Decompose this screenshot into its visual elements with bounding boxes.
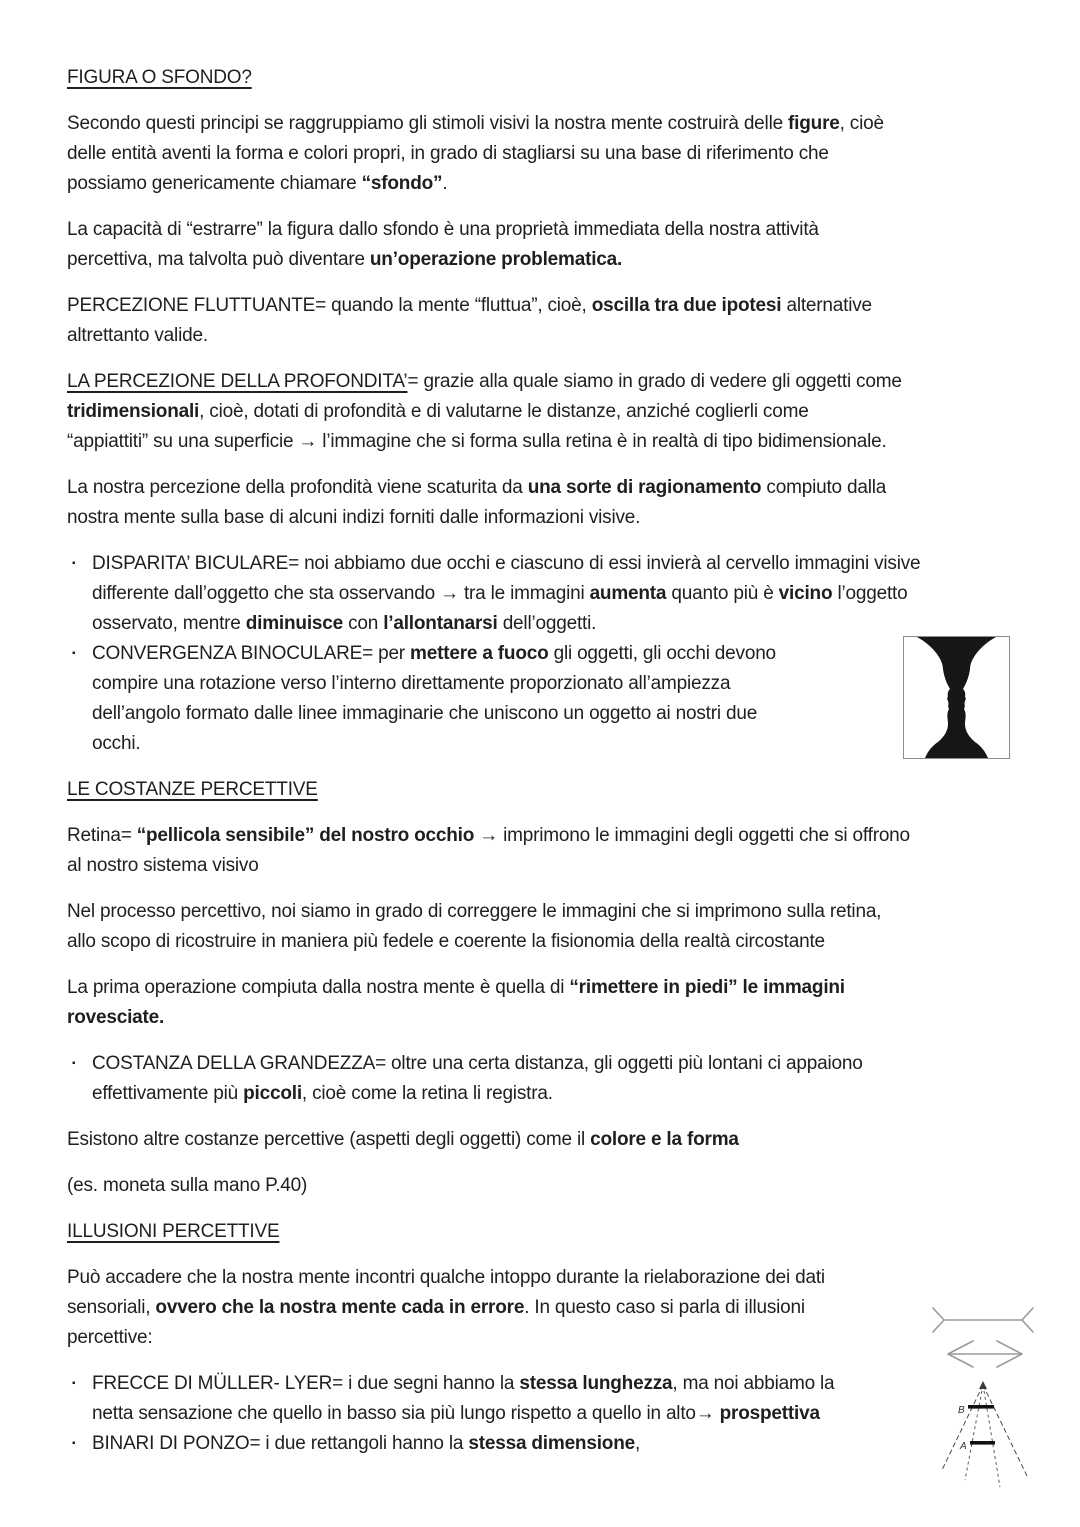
text-line: FIGURA O SFONDO? <box>67 67 252 88</box>
text-line: rovesciate. <box>67 1007 165 1028</box>
paragraph <box>67 109 1027 199</box>
bullet-square-icon: ▪ <box>72 648 76 659</box>
text-line: LA PERCEZIONE DELLA PROFONDITA’= grazie alla quale siamo in grado di vedere gli oggetti come <box>67 371 902 392</box>
text-line: LE COSTANZE PERCETTIVE <box>67 779 318 800</box>
text-line: possiamo genericamente chiamare “sfondo”. <box>67 173 448 194</box>
text-line: effettivamente più piccoli, cioè come la retina li registra. <box>92 1083 553 1104</box>
text-line: occhi. <box>92 733 141 754</box>
paragraph <box>67 473 1027 533</box>
ponzo-tracks-icon <box>935 1376 1035 1502</box>
text-line: Nel processo percettivo, noi siamo in grado di correggere le immagini che si imprimono sulla retina, <box>67 901 882 922</box>
bullet-list <box>67 1049 1027 1109</box>
muller-lyer-arrows-icon <box>928 1303 1040 1371</box>
rubin-vase-figure <box>903 636 1010 759</box>
text-line: percettiva, ma talvolta può diventare un’operazione problematica. <box>67 249 623 270</box>
text-line: ILLUSIONI PERCETTIVE <box>67 1221 280 1242</box>
document-body <box>67 63 1027 1475</box>
text-line: altrettanto valide. <box>67 325 208 346</box>
bullet-item <box>67 549 1027 639</box>
text-line: (es. moneta sulla mano P.40) <box>67 1175 308 1196</box>
text-line: delle entità aventi la forma e colori propri, in grado di stagliarsi su una base di riferimento che <box>67 143 829 164</box>
section-heading <box>67 775 1027 805</box>
text-line: sensoriali, ovvero che la nostra mente cada in errore. In questo caso si parla di illusioni <box>67 1297 805 1318</box>
text-line: compire una rotazione verso l’interno direttamente proporzionato all’ampiezza <box>92 673 731 694</box>
bullet-item <box>67 1369 1027 1429</box>
paragraph <box>67 367 1027 457</box>
text-line: Può accadere che la nostra mente incontri qualche intoppo durante la rielaborazione dei dati <box>67 1267 825 1288</box>
text-line: netta sensazione che quello in basso sia più lungo rispetto a quello in alto→ prospettiva <box>92 1403 820 1424</box>
text-line: La capacità di “estrarre” la figura dallo sfondo è una proprietà immediata della nostra attività <box>67 219 819 240</box>
ponzo-label-a: A <box>960 1441 967 1452</box>
bullet-square-icon: ▪ <box>72 1058 76 1069</box>
section-heading <box>67 63 1027 93</box>
text-line: tridimensionali, cioè, dotati di profondità e di valutarne le distanze, anziché coglierli come <box>67 401 809 422</box>
rubin-vase-icon <box>904 637 1009 758</box>
text-line: “appiattiti” su una superficie → l’immagine che si forma sulla retina è in realtà di tipo bidimensionale. <box>67 431 887 452</box>
text-line: osservato, mentre diminuisce con l’allontanarsi dell’oggetti. <box>92 613 597 634</box>
text-line: FRECCE DI MÜLLER- LYER= i due segni hanno la stessa lunghezza, ma noi abbiamo la <box>92 1373 835 1394</box>
paragraph <box>67 897 1027 957</box>
text-line: nostra mente sulla base di alcuni indizi forniti dalle informazioni visive. <box>67 507 641 528</box>
ponzo-illusion-figure <box>935 1376 1035 1502</box>
text-line: Retina= “pellicola sensibile” del nostro occhio → imprimono le immagini degli oggetti che si offrono <box>67 825 910 846</box>
bullet-item <box>67 1429 1027 1459</box>
text-line: allo scopo di ricostruire in maniera più fedele e coerente la fisionomia della realtà circostante <box>67 931 825 952</box>
paragraph <box>67 291 1027 351</box>
bullet-item <box>67 1049 1027 1109</box>
text-line: differente dall’oggetto che sta osservando → tra le immagini aumenta quanto più è vicino l’oggetto <box>92 583 908 604</box>
bullet-square-icon: ▪ <box>72 1438 76 1449</box>
text-line: DISPARITA’ BICULARE= noi abbiamo due occhi e ciascuno di essi invierà al cervello immagini visive <box>92 553 921 574</box>
paragraph <box>67 215 1027 275</box>
text-line: al nostro sistema visivo <box>67 855 259 876</box>
paragraph <box>67 973 1027 1033</box>
paragraph <box>67 1125 1027 1155</box>
text-line: Esistono altre costanze percettive (aspetti degli oggetti) come il colore e la forma <box>67 1129 739 1150</box>
bullet-square-icon: ▪ <box>72 558 76 569</box>
text-line: percettive: <box>67 1327 153 1348</box>
text-line: Secondo questi principi se raggruppiamo gli stimoli visivi la nostra mente costruirà delle figure, cioè <box>67 113 884 134</box>
text-line: La nostra percezione della profondità viene scaturita da una sorte di ragionamento compiuto dalla <box>67 477 887 498</box>
text-line: dell’angolo formato dalle linee immaginarie che uniscono un oggetto ai nostri due <box>92 703 758 724</box>
text-line: CONVERGENZA BINOCULARE= per mettere a fuoco gli oggetti, gli occhi devono <box>92 643 776 664</box>
ponzo-label-b: B <box>958 1405 965 1416</box>
bullet-list <box>67 549 1027 759</box>
paragraph <box>67 821 1027 881</box>
paragraph <box>67 1263 1027 1353</box>
text-line: COSTANZA DELLA GRANDEZZA= oltre una certa distanza, gli oggetti più lontani ci appaiono <box>92 1053 863 1074</box>
text-line: La prima operazione compiuta dalla nostra mente è quella di “rimettere in piedi” le immagini <box>67 977 845 998</box>
bullet-item <box>67 639 1027 759</box>
text-line: BINARI DI PONZO= i due rettangoli hanno la stessa dimensione, <box>92 1433 641 1454</box>
text-line: PERCEZIONE FLUTTUANTE= quando la mente “fluttua”, cioè, oscilla tra due ipotesi alternative <box>67 295 872 316</box>
muller-lyer-illusion-figure <box>928 1303 1040 1371</box>
paragraph <box>67 1171 1027 1201</box>
bullet-list <box>67 1369 1027 1459</box>
bullet-square-icon: ▪ <box>72 1378 76 1389</box>
section-heading <box>67 1217 1027 1247</box>
